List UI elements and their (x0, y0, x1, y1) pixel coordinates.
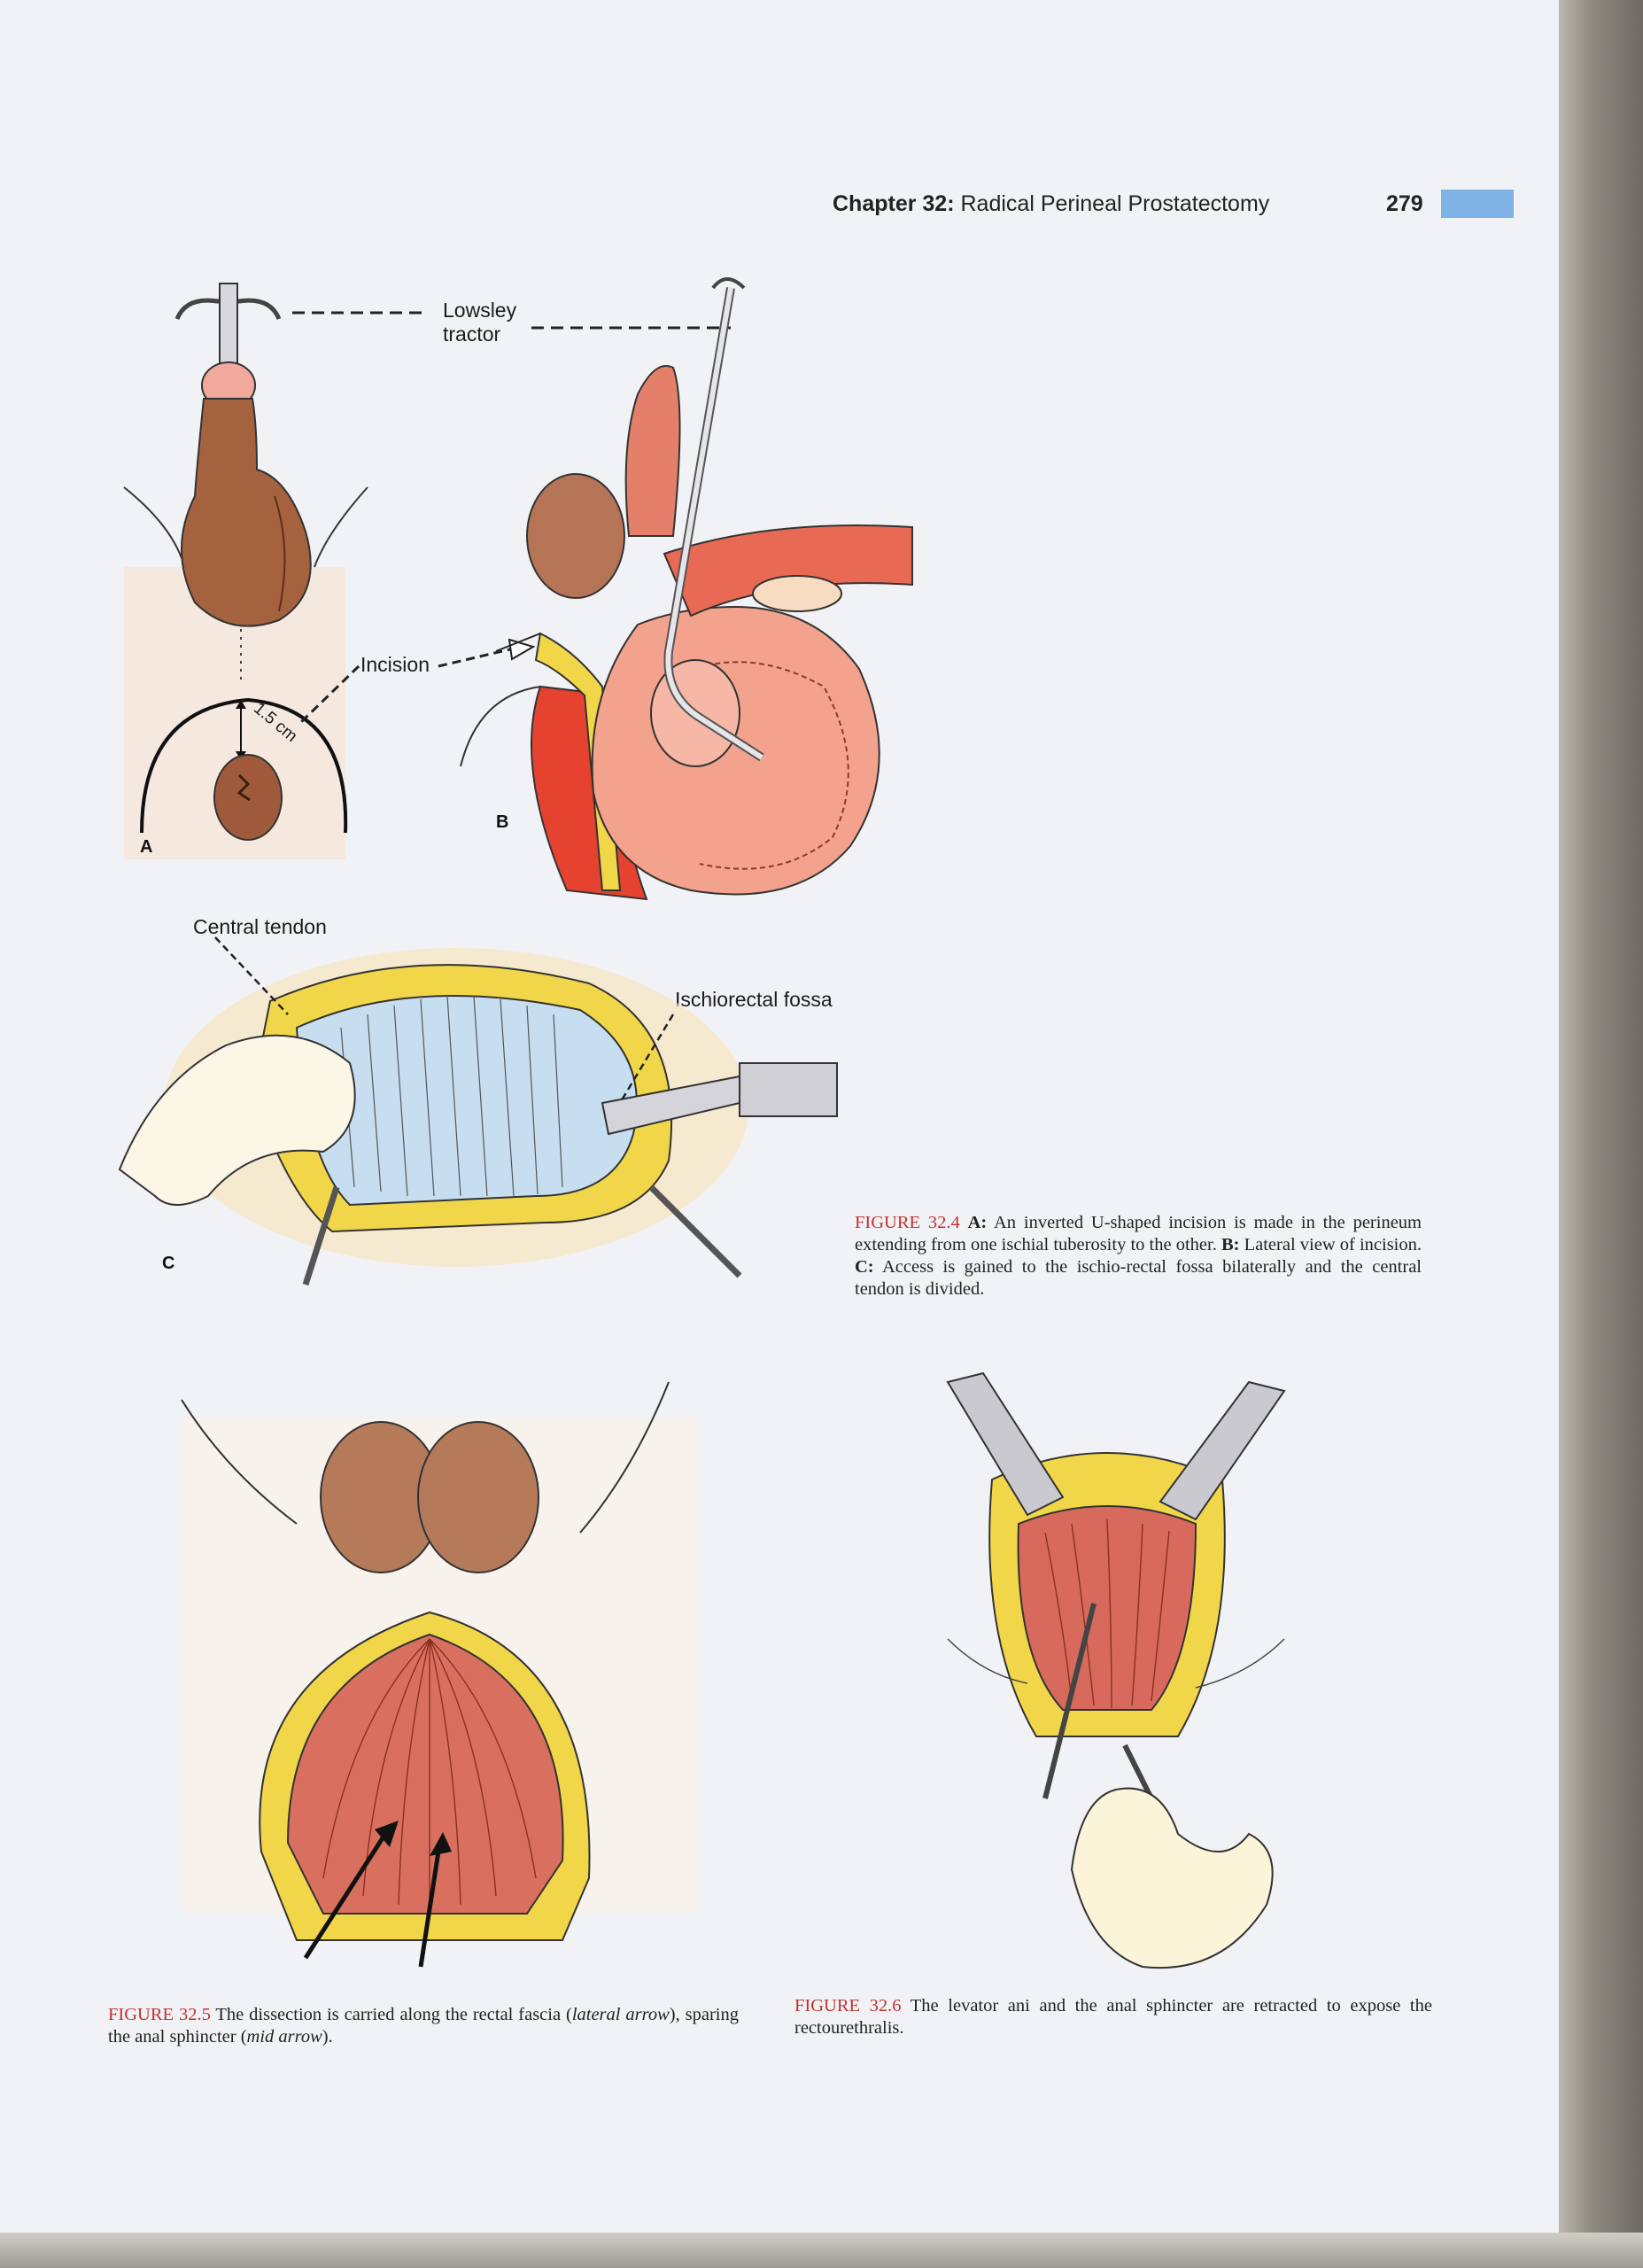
figure-32-5-caption (108, 2004, 739, 2048)
caption-text: ), sparing the anal sphincter ( (108, 2005, 739, 2047)
figure-32-4-label: FIGURE 32.4 (855, 1213, 960, 1232)
label-measure: 1.5 cm (250, 699, 301, 746)
caption-a-text: An inverted U-shaped incision is made in the perineum extending from one ischial tuberosity to the other. (855, 1213, 1422, 1254)
caption-italic: lateral arrow (571, 2005, 670, 2024)
panel-letter-a: A (140, 837, 153, 857)
figure-32-6-caption (794, 1995, 1432, 2039)
label-incision: Incision (360, 653, 430, 676)
thigh-contour (314, 487, 368, 567)
figure-32-6-illustration (930, 1373, 1302, 1976)
figure-32-4b-illustration (461, 270, 921, 908)
caption-text: The dissection is carried along the rectal fascia ( (215, 2005, 572, 2024)
caption-c-label: C: (855, 1257, 874, 1277)
panel-letter-b: B (496, 812, 509, 832)
caption-a-label: A: (967, 1213, 988, 1232)
surgeon-hand (1072, 1789, 1273, 1969)
caption-b-label: B: (1221, 1235, 1240, 1254)
figure-32-4a-illustration (115, 266, 399, 868)
label-ischiorectal-fossa: Ischiorectal fossa (675, 988, 833, 1011)
running-header (833, 191, 1269, 217)
figure-32-5-illustration (173, 1382, 704, 1984)
scrotum (182, 399, 311, 626)
book-spine-shadow (1559, 0, 1643, 2268)
figure-32-4c-illustration (120, 930, 881, 1302)
caption-italic: mid arrow (246, 2027, 322, 2047)
scrotum-right (418, 1422, 539, 1573)
bladder (593, 607, 880, 894)
chapter-label: Chapter 32: (833, 191, 955, 216)
caption-text: The levator ani and the anal sphincter are retracted to expose the rectourethralis. (794, 1996, 1432, 2038)
figure-32-4-caption (855, 1212, 1422, 1301)
page-color-tab (1441, 190, 1514, 218)
label-tractor: tractor (443, 322, 501, 346)
panel-letter-c: C (162, 1254, 175, 1273)
chapter-title: Radical Perineal Prostatectomy (960, 191, 1270, 216)
figure-32-5-label: FIGURE 32.5 (108, 2005, 211, 2024)
page-number: 279 (1386, 191, 1423, 216)
label-lowsley: Lowsley (443, 299, 517, 322)
scrotum-lateral (527, 474, 624, 598)
figure-32-6-label: FIGURE 32.6 (794, 1996, 902, 2016)
penis (626, 366, 680, 536)
caption-b-text: Lateral view of incision. (1244, 1235, 1422, 1254)
scan-bottom-edge (0, 2233, 1643, 2268)
caption-c-text: Access is gained to the ischio-rectal fossa bilaterally and the central tendon is divided. (855, 1257, 1422, 1299)
caption-text: ). (322, 2027, 333, 2047)
tractor-shaft (220, 284, 237, 372)
thigh-contour (124, 487, 182, 558)
label-central-tendon: Central tendon (193, 915, 327, 938)
